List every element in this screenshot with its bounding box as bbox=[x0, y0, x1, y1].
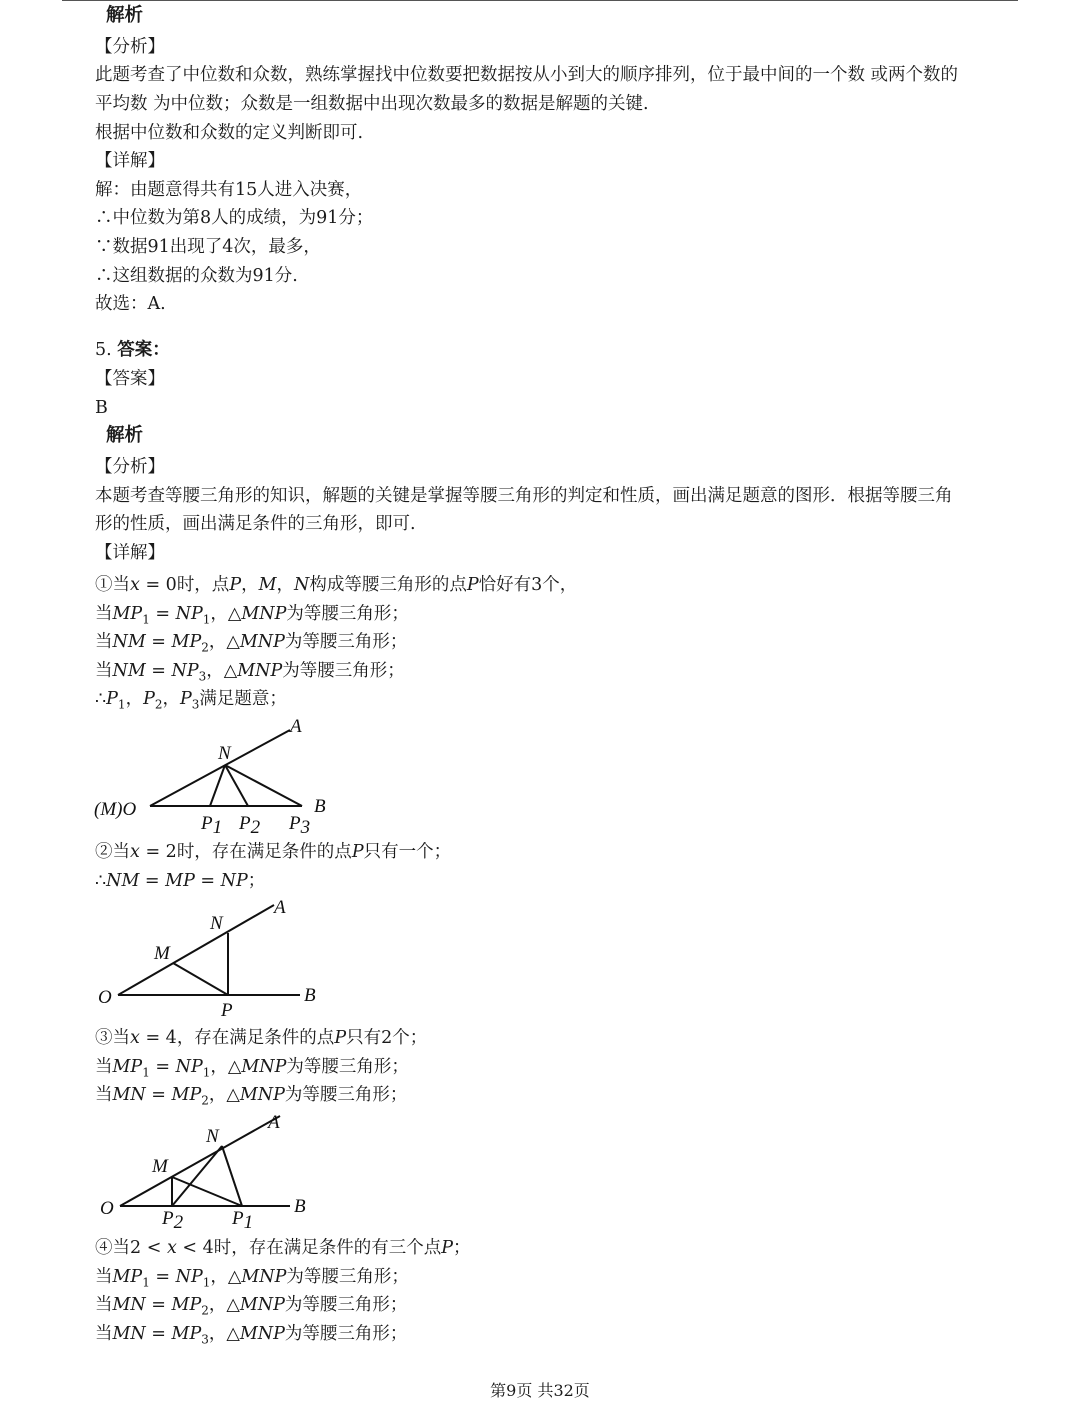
label-m: M bbox=[154, 943, 170, 964]
q5-number: 5. bbox=[95, 340, 112, 360]
case1-row-3: 当NM = $NP_3$，△MNP为等腰三角形； bbox=[95, 661, 405, 684]
label-p: P bbox=[221, 1000, 233, 1021]
case4-row-1: 当$MP_1 = NP_1$，△MNP为等腰三角形； bbox=[95, 1267, 409, 1290]
label-b: B bbox=[314, 796, 326, 817]
case4-row-3: 当MN = $MP_3$，△MNP为等腰三角形； bbox=[95, 1324, 408, 1347]
case3-intro: ③当x = 4，存在满足条件的点P只有2个； bbox=[95, 1028, 428, 1048]
case1-row-2: 当NM = $MP_2$，△MNP为等腰三角形； bbox=[95, 632, 408, 655]
label-mo: (M)O bbox=[94, 799, 137, 820]
figure-case-1 bbox=[90, 715, 350, 840]
label-p1: P1 bbox=[201, 813, 223, 838]
seg-mp1 bbox=[172, 1177, 242, 1206]
figure-case-2 bbox=[90, 893, 350, 1023]
seg-mp bbox=[173, 963, 228, 995]
prev-heading: 解析 bbox=[106, 5, 144, 26]
label-p2: P2 bbox=[162, 1208, 184, 1233]
q5-answer: B bbox=[95, 398, 108, 418]
prev-analysis-line-2: 平均数 为中位数；众数是一组数据中出现次数最多的数据是解题的关键. bbox=[95, 94, 649, 114]
label-b: B bbox=[294, 1196, 306, 1217]
ray-oa bbox=[120, 1116, 280, 1206]
label-n: N bbox=[210, 913, 223, 934]
seg-np2 bbox=[172, 1146, 222, 1206]
prev-analysis-line-1: 此题考查了中位数和众数，熟练掌握找中位数要把数据按从小到大的顺序排列，位于最中间的一个数 或两个数的 bbox=[95, 65, 959, 85]
case1-conclusion: $\therefore P_1$，$P_2$，$P_3$满足题意； bbox=[95, 689, 287, 712]
prev-analysis-tag: 【分析】 bbox=[95, 37, 165, 57]
q5-detail-tag: 【详解】 bbox=[95, 543, 165, 563]
case4-row-2: 当MN = $MP_2$，△MNP为等腰三角形； bbox=[95, 1295, 408, 1318]
case2-intro: ②当x = 2时，存在满足条件的点P只有一个； bbox=[95, 842, 452, 862]
q5-heading: 解析 bbox=[106, 425, 144, 446]
ray-oa bbox=[118, 905, 274, 995]
label-o: O bbox=[100, 1198, 114, 1219]
prev-detail-5: 故选：A. bbox=[95, 294, 166, 314]
case3-row-2: 当MN = $MP_2$，△MNP为等腰三角形； bbox=[95, 1085, 408, 1108]
label-n: N bbox=[218, 743, 231, 764]
top-rule bbox=[62, 0, 1018, 1]
q5-analysis-line-2: 形的性质，画出满足条件的三角形，即可. bbox=[95, 514, 416, 534]
case4-intro: ④当2 < x < 4时，存在满足条件的有三个点P； bbox=[95, 1238, 471, 1258]
case2-conclusion: ∴NM = MP = NP； bbox=[95, 871, 266, 891]
page-footer: 第9页 共32页 bbox=[490, 1381, 590, 1400]
prev-detail-3: ∵数据91出现了4次，最多， bbox=[95, 237, 321, 257]
prev-detail-2: ∴中位数为第8人的成绩，为91分； bbox=[95, 208, 374, 228]
label-o: O bbox=[98, 987, 112, 1008]
label-a: A bbox=[268, 1112, 280, 1133]
label-a: A bbox=[290, 716, 302, 737]
label-n: N bbox=[206, 1126, 219, 1147]
label-p3: P3 bbox=[289, 813, 311, 838]
q5-answer-tag: 【答案】 bbox=[95, 369, 165, 389]
case1-intro: ①当x = 0时，点P，M，N构成等腰三角形的点P恰好有3个， bbox=[95, 575, 578, 595]
q5-analysis-line-1: 本题考查等腰三角形的知识，解题的关键是掌握等腰三角形的判定和性质，画出满足题意的图形．根据等腰三角 bbox=[95, 486, 953, 506]
prev-detail-tag: 【详解】 bbox=[95, 151, 165, 171]
q5-header bbox=[95, 338, 170, 362]
prev-detail-4: ∴这组数据的众数为91分. bbox=[95, 266, 298, 286]
label-b: B bbox=[304, 985, 316, 1006]
label-p1: P1 bbox=[232, 1208, 254, 1233]
label-a: A bbox=[274, 897, 286, 918]
prev-analysis-line-3: 根据中位数和众数的定义判断即可. bbox=[95, 123, 364, 143]
case1-row-1: 当$MP_1 = NP_1$，△MNP为等腰三角形； bbox=[95, 604, 409, 627]
seg-np1 bbox=[222, 1146, 242, 1206]
q5-analysis-tag: 【分析】 bbox=[95, 457, 165, 477]
case3-row-1: 当$MP_1 = NP_1$，△MNP为等腰三角形； bbox=[95, 1057, 409, 1080]
figure-case-3 bbox=[90, 1110, 350, 1235]
q5-title: 答案： bbox=[117, 340, 170, 360]
prev-detail-1: 解：由题意得共有15人进入决赛， bbox=[95, 180, 363, 200]
ray-oa bbox=[150, 730, 290, 806]
label-m: M bbox=[152, 1156, 168, 1177]
label-p2: P2 bbox=[239, 813, 261, 838]
